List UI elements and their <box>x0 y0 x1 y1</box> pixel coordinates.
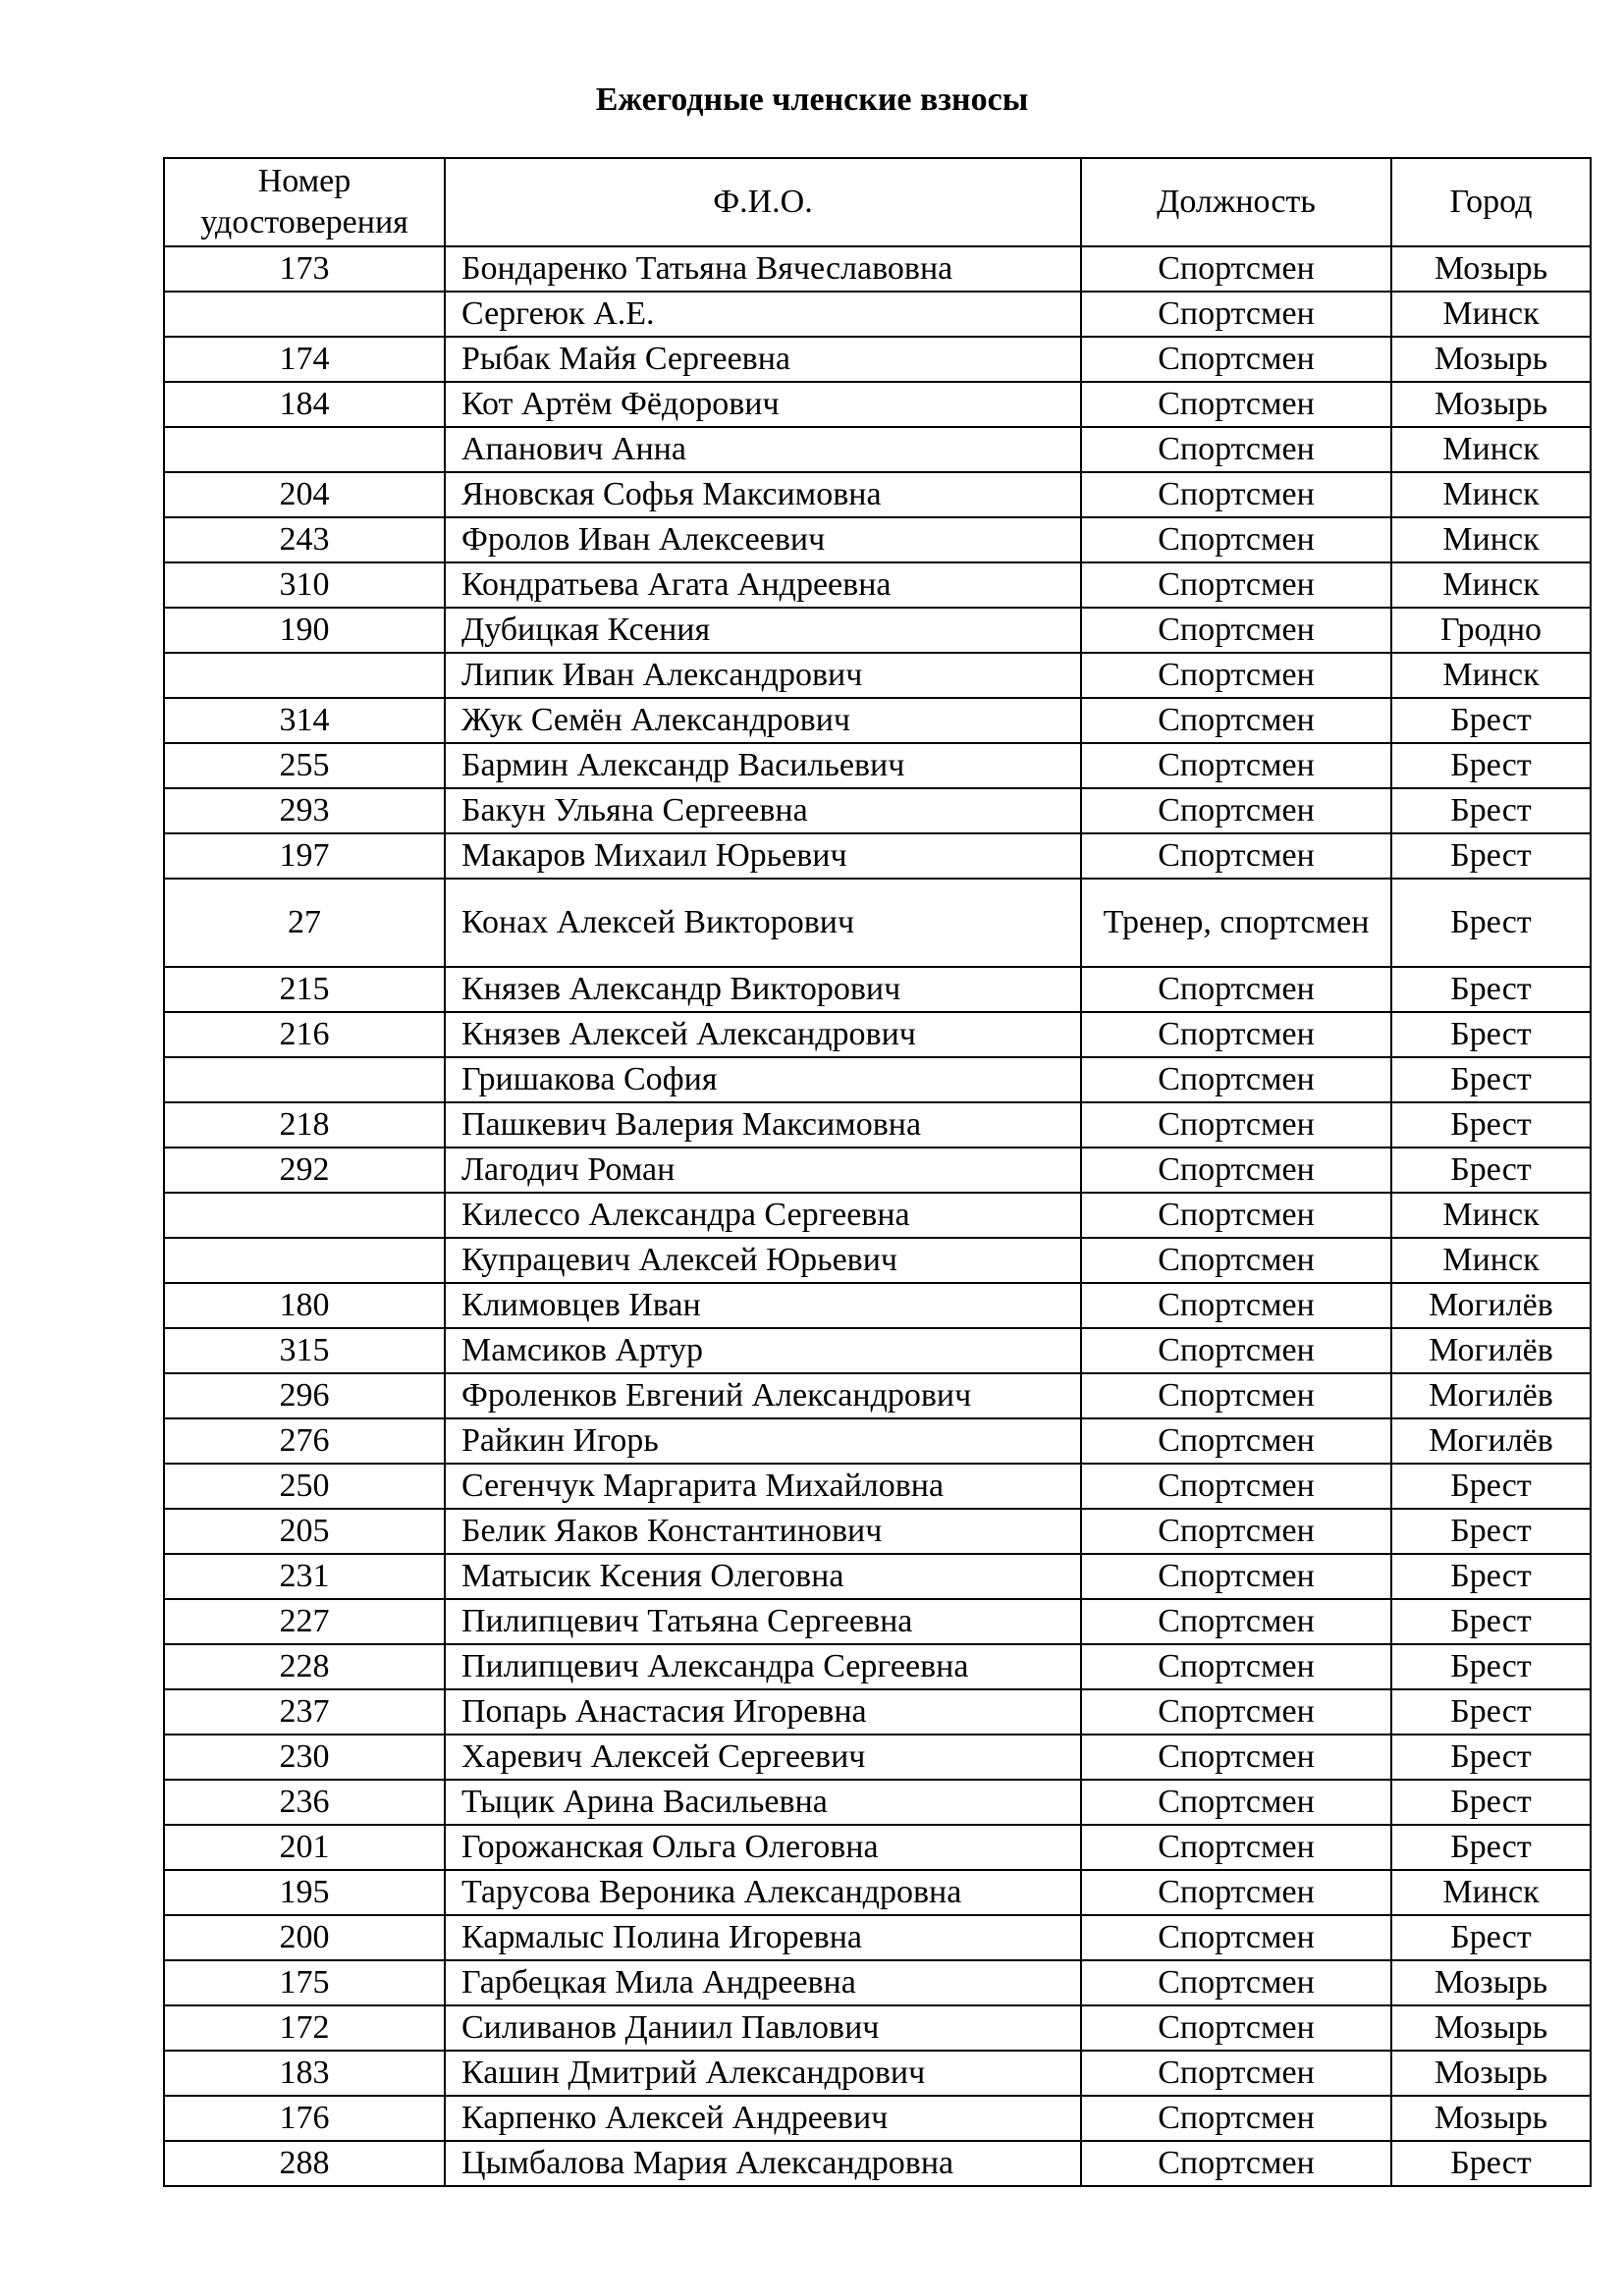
table-row <box>164 1644 1591 1689</box>
certificate-number-cell: 197 <box>164 833 445 879</box>
certificate-number-cell: 205 <box>164 1509 445 1554</box>
full-name-cell: Князев Алексей Александрович <box>445 1012 1081 1057</box>
certificate-number-cell <box>164 1193 445 1238</box>
position-cell: Спортсмен <box>1081 653 1391 698</box>
certificate-number-cell: 195 <box>164 1870 445 1915</box>
table-row <box>164 879 1591 967</box>
city-cell: Брест <box>1391 698 1591 743</box>
city-cell: Брест <box>1391 879 1591 967</box>
table-row <box>164 788 1591 833</box>
full-name-cell: Фроленков Евгений Александрович <box>445 1373 1081 1418</box>
city-cell: Минск <box>1391 1193 1591 1238</box>
table-row <box>164 472 1591 517</box>
certificate-number-cell: 231 <box>164 1554 445 1599</box>
table-row <box>164 1509 1591 1554</box>
city-cell: Минск <box>1391 653 1591 698</box>
full-name-cell: Пашкевич Валерия Максимовна <box>445 1102 1081 1148</box>
city-cell: Брест <box>1391 1689 1591 1735</box>
full-name-cell: Макаров Михаил Юрьевич <box>445 833 1081 879</box>
full-name-cell: Кашин Дмитрий Александрович <box>445 2051 1081 2096</box>
full-name-cell: Дубицкая Ксения <box>445 608 1081 653</box>
position-cell: Спортсмен <box>1081 1735 1391 1780</box>
city-cell: Мозырь <box>1391 1960 1591 2005</box>
certificate-number-cell: 293 <box>164 788 445 833</box>
full-name-cell: Цымбалова Мария Александровна <box>445 2141 1081 2186</box>
position-cell: Спортсмен <box>1081 967 1391 1012</box>
position-cell: Спортсмен <box>1081 608 1391 653</box>
full-name-cell: Кот Артём Фёдорович <box>445 382 1081 427</box>
full-name-cell: Климовцев Иван <box>445 1283 1081 1328</box>
city-cell: Брест <box>1391 1735 1591 1780</box>
header-row <box>164 158 1591 246</box>
city-cell: Минск <box>1391 427 1591 472</box>
table-row <box>164 653 1591 698</box>
table-row <box>164 698 1591 743</box>
full-name-cell: Кармалыс Полина Игоревна <box>445 1915 1081 1960</box>
full-name-cell: Килессо Александра Сергеевна <box>445 1193 1081 1238</box>
certificate-number-cell: 190 <box>164 608 445 653</box>
table-row <box>164 967 1591 1012</box>
table-row <box>164 743 1591 788</box>
city-cell: Минск <box>1391 1870 1591 1915</box>
certificate-number-cell <box>164 653 445 698</box>
certificate-number-cell: 180 <box>164 1283 445 1328</box>
full-name-cell: Конах Алексей Викторович <box>445 879 1081 967</box>
certificate-number-cell: 218 <box>164 1102 445 1148</box>
certificate-number-cell: 204 <box>164 472 445 517</box>
position-cell: Спортсмен <box>1081 382 1391 427</box>
position-cell: Спортсмен <box>1081 1870 1391 1915</box>
position-cell: Спортсмен <box>1081 2051 1391 2096</box>
table-row <box>164 246 1591 292</box>
certificate-number-cell: 315 <box>164 1328 445 1373</box>
city-cell: Минск <box>1391 517 1591 562</box>
city-cell: Брест <box>1391 1554 1591 1599</box>
certificate-number-cell: 296 <box>164 1373 445 1418</box>
full-name-cell: Тыцик Арина Васильевна <box>445 1780 1081 1825</box>
table-row <box>164 2051 1591 2096</box>
certificate-number-cell <box>164 292 445 337</box>
full-name-cell: Апанович Анна <box>445 427 1081 472</box>
full-name-cell: Кондратьева Агата Андреевна <box>445 562 1081 608</box>
table-row <box>164 1960 1591 2005</box>
certificate-number-cell: 215 <box>164 967 445 1012</box>
table-row <box>164 1825 1591 1870</box>
table-row <box>164 1780 1591 1825</box>
table-row <box>164 1328 1591 1373</box>
city-cell: Мозырь <box>1391 2005 1591 2051</box>
full-name-cell: Купрацевич Алексей Юрьевич <box>445 1238 1081 1283</box>
certificate-number-cell: 227 <box>164 1599 445 1644</box>
position-cell: Спортсмен <box>1081 2096 1391 2141</box>
full-name-cell: Липик Иван Александрович <box>445 653 1081 698</box>
city-cell: Брест <box>1391 1464 1591 1509</box>
table-row <box>164 1373 1591 1418</box>
certificate-number-cell: 183 <box>164 2051 445 2096</box>
certificate-number-cell: 243 <box>164 517 445 562</box>
position-cell: Спортсмен <box>1081 1238 1391 1283</box>
position-cell: Спортсмен <box>1081 246 1391 292</box>
full-name-cell: Сергеюк А.Е. <box>445 292 1081 337</box>
table-row <box>164 382 1591 427</box>
certificate-number-cell: 184 <box>164 382 445 427</box>
table-row <box>164 2005 1591 2051</box>
city-cell: Брест <box>1391 1057 1591 1102</box>
position-cell: Спортсмен <box>1081 472 1391 517</box>
certificate-number-cell: 201 <box>164 1825 445 1870</box>
table-row <box>164 562 1591 608</box>
full-name-cell: Жук Семён Александрович <box>445 698 1081 743</box>
city-cell: Минск <box>1391 292 1591 337</box>
full-name-cell: Матысик Ксения Олеговна <box>445 1554 1081 1599</box>
table-row <box>164 1554 1591 1599</box>
certificate-number-cell: 173 <box>164 246 445 292</box>
table-row <box>164 608 1591 653</box>
position-cell: Спортсмен <box>1081 517 1391 562</box>
certificate-number-cell: 230 <box>164 1735 445 1780</box>
table-row <box>164 1599 1591 1644</box>
certificate-number-cell: 172 <box>164 2005 445 2051</box>
table-row <box>164 517 1591 562</box>
full-name-cell: Бондаренко Татьяна Вячеславовна <box>445 246 1081 292</box>
full-name-cell: Мамсиков Артур <box>445 1328 1081 1373</box>
position-cell: Спортсмен <box>1081 337 1391 382</box>
position-cell: Спортсмен <box>1081 1057 1391 1102</box>
full-name-cell: Пилипцевич Татьяна Сергеевна <box>445 1599 1081 1644</box>
city-cell: Мозырь <box>1391 246 1591 292</box>
position-cell: Спортсмен <box>1081 1915 1391 1960</box>
position-cell: Спортсмен <box>1081 292 1391 337</box>
header-position: Должность <box>1081 158 1391 246</box>
certificate-number-cell: 237 <box>164 1689 445 1735</box>
position-cell: Спортсмен <box>1081 698 1391 743</box>
certificate-number-cell <box>164 427 445 472</box>
certificate-number-cell: 255 <box>164 743 445 788</box>
certificate-number-cell: 200 <box>164 1915 445 1960</box>
table-row <box>164 292 1591 337</box>
full-name-cell: Силиванов Даниил Павлович <box>445 2005 1081 2051</box>
certificate-number-cell: 228 <box>164 1644 445 1689</box>
table-row <box>164 2096 1591 2141</box>
certificate-number-cell: 236 <box>164 1780 445 1825</box>
full-name-cell: Тарусова Вероника Александровна <box>445 1870 1081 1915</box>
position-cell: Спортсмен <box>1081 1509 1391 1554</box>
full-name-cell: Бармин Александр Васильевич <box>445 743 1081 788</box>
city-cell: Могилёв <box>1391 1283 1591 1328</box>
table-row <box>164 1238 1591 1283</box>
table-row <box>164 1057 1591 1102</box>
position-cell: Спортсмен <box>1081 1689 1391 1735</box>
certificate-number-cell: 174 <box>164 337 445 382</box>
certificate-number-cell <box>164 1057 445 1102</box>
position-cell: Спортсмен <box>1081 833 1391 879</box>
city-cell: Брест <box>1391 1509 1591 1554</box>
certificate-number-cell: 27 <box>164 879 445 967</box>
full-name-cell: Лагодич Роман <box>445 1148 1081 1193</box>
city-cell: Могилёв <box>1391 1328 1591 1373</box>
table-row <box>164 833 1591 879</box>
certificate-number-cell <box>164 1238 445 1283</box>
city-cell: Брест <box>1391 967 1591 1012</box>
header-full-name: Ф.И.О. <box>445 158 1081 246</box>
full-name-cell: Белик Яаков Константинович <box>445 1509 1081 1554</box>
table-row <box>164 1689 1591 1735</box>
position-cell: Спортсмен <box>1081 1825 1391 1870</box>
certificate-number-cell: 288 <box>164 2141 445 2186</box>
full-name-cell: Гришакова София <box>445 1057 1081 1102</box>
certificate-number-cell: 250 <box>164 1464 445 1509</box>
city-cell: Мозырь <box>1391 382 1591 427</box>
city-cell: Брест <box>1391 1644 1591 1689</box>
table-row <box>164 1464 1591 1509</box>
city-cell: Брест <box>1391 1102 1591 1148</box>
position-cell: Спортсмен <box>1081 1554 1391 1599</box>
city-cell: Минск <box>1391 472 1591 517</box>
table-row <box>164 1283 1591 1328</box>
full-name-cell: Князев Александр Викторович <box>445 967 1081 1012</box>
city-cell: Могилёв <box>1391 1418 1591 1464</box>
full-name-cell: Райкин Игорь <box>445 1418 1081 1464</box>
certificate-number-cell: 314 <box>164 698 445 743</box>
certificate-number-cell: 292 <box>164 1148 445 1193</box>
position-cell: Спортсмен <box>1081 1418 1391 1464</box>
table-row <box>164 1870 1591 1915</box>
city-cell: Могилёв <box>1391 1373 1591 1418</box>
city-cell: Мозырь <box>1391 2096 1591 2141</box>
position-cell: Спортсмен <box>1081 1012 1391 1057</box>
position-cell: Спортсмен <box>1081 2141 1391 2186</box>
full-name-cell: Фролов Иван Алексеевич <box>445 517 1081 562</box>
full-name-cell: Рыбак Майя Сергеевна <box>445 337 1081 382</box>
membership-fees-table <box>163 157 1592 2187</box>
position-cell: Спортсмен <box>1081 1193 1391 1238</box>
full-name-cell: Горожанская Ольга Олеговна <box>445 1825 1081 1870</box>
city-cell: Гродно <box>1391 608 1591 653</box>
full-name-cell: Пилипцевич Александра Сергеевна <box>445 1644 1081 1689</box>
table-row <box>164 1418 1591 1464</box>
table-row <box>164 1012 1591 1057</box>
city-cell: Брест <box>1391 2141 1591 2186</box>
table-row <box>164 427 1591 472</box>
position-cell: Тренер, спортсмен <box>1081 879 1391 967</box>
full-name-cell: Сегенчук Маргарита Михайловна <box>445 1464 1081 1509</box>
position-cell: Спортсмен <box>1081 1644 1391 1689</box>
certificate-number-cell: 175 <box>164 1960 445 2005</box>
position-cell: Спортсмен <box>1081 1960 1391 2005</box>
position-cell: Спортсмен <box>1081 1102 1391 1148</box>
city-cell: Брест <box>1391 743 1591 788</box>
full-name-cell: Яновская Софья Максимовна <box>445 472 1081 517</box>
full-name-cell: Гарбецкая Мила Андреевна <box>445 1960 1081 2005</box>
header-certificate-number: Номер удостоверения <box>164 158 445 246</box>
city-cell: Минск <box>1391 1238 1591 1283</box>
city-cell: Брест <box>1391 833 1591 879</box>
table-row <box>164 1102 1591 1148</box>
position-cell: Спортсмен <box>1081 1148 1391 1193</box>
page-title: Ежегодные членские взносы <box>595 81 1029 118</box>
certificate-number-cell: 310 <box>164 562 445 608</box>
full-name-cell: Харевич Алексей Сергеевич <box>445 1735 1081 1780</box>
city-cell: Брест <box>1391 1780 1591 1825</box>
full-name-cell: Карпенко Алексей Андреевич <box>445 2096 1081 2141</box>
position-cell: Спортсмен <box>1081 743 1391 788</box>
city-cell: Брест <box>1391 1825 1591 1870</box>
position-cell: Спортсмен <box>1081 1780 1391 1825</box>
table-row <box>164 2141 1591 2186</box>
certificate-number-cell: 276 <box>164 1418 445 1464</box>
position-cell: Спортсмен <box>1081 1328 1391 1373</box>
full-name-cell: Бакун Ульяна Сергеевна <box>445 788 1081 833</box>
table-row <box>164 337 1591 382</box>
position-cell: Спортсмен <box>1081 1283 1391 1328</box>
position-cell: Спортсмен <box>1081 1464 1391 1509</box>
header-city: Город <box>1391 158 1591 246</box>
city-cell: Брест <box>1391 788 1591 833</box>
city-cell: Мозырь <box>1391 2051 1591 2096</box>
position-cell: Спортсмен <box>1081 427 1391 472</box>
full-name-cell: Попарь Анастасия Игоревна <box>445 1689 1081 1735</box>
certificate-number-cell: 216 <box>164 1012 445 1057</box>
city-cell: Мозырь <box>1391 337 1591 382</box>
city-cell: Брест <box>1391 1012 1591 1057</box>
table-row <box>164 1735 1591 1780</box>
position-cell: Спортсмен <box>1081 788 1391 833</box>
certificate-number-cell: 176 <box>164 2096 445 2141</box>
table-row <box>164 1915 1591 1960</box>
city-cell: Брест <box>1391 1599 1591 1644</box>
table-row <box>164 1193 1591 1238</box>
position-cell: Спортсмен <box>1081 1599 1391 1644</box>
position-cell: Спортсмен <box>1081 2005 1391 2051</box>
city-cell: Минск <box>1391 562 1591 608</box>
city-cell: Брест <box>1391 1148 1591 1193</box>
position-cell: Спортсмен <box>1081 1373 1391 1418</box>
table-header <box>164 158 1591 246</box>
city-cell: Брест <box>1391 1915 1591 1960</box>
table-row <box>164 1148 1591 1193</box>
table-body <box>164 246 1591 2186</box>
position-cell: Спортсмен <box>1081 562 1391 608</box>
